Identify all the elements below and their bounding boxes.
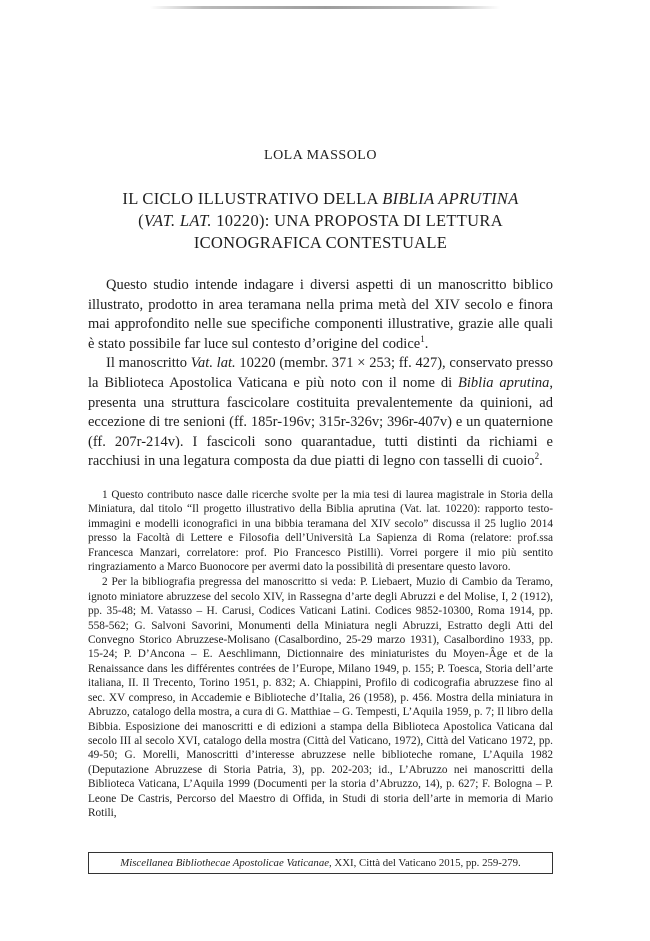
footnote-2: 2 Per la bibliografia pregressa del manoscritto si veda: P. Liebaert, Muzio di Cambio da Teramo, ignoto miniatore abruzzese del secolo XIV, in Rassegna d’arte degli Abruzzi e del Molise, I, 2 (1912), pp. 35-48; M. Vatasso – H. Carusi, Codices Vaticani Latini. Codices 9852-10300, Roma 1914, pp. 558-562; G. Salvoni Savorini, Monumenti della Miniatura negli Abruzzi, Estratto degli Atti del Convegno Storico Abruzzese-Molisano (Casalbordino, 25-29 marzo 1931), Casalbordino 1933, pp. 15-24; P. D’Ancona – E. Aeschlimann, Dictionnaire des miniaturistes du Moyen-Âge et de la Renaissance dans les différentes contrées de l’Europe, Milano 1949, p. 155; P. Toesca, Storia dell’arte italiana, II. Il Trecento, Torino 1951, p. 832; A. Chiappini, Profilo di codicografia abruzzese fino al sec. XV compreso, in Accademie e Biblioteche d’Italia, 26 (1958), p. 456. Mostra della miniatura in Abruzzo, catalogo della mostra, a cura di G. Matthiae – G. Tempesti, L’Aquila 1959, p. 7; Il libro della Bibbia. Esposizione dei manoscritti e di edizioni a stampa della Biblioteca Apostolica Vaticana dal secolo III al secolo XVI, catalogo della mostra (Città del Vaticano, 1972), Città del Vaticano 1972, pp. 49-50; G. Morelli, Manoscritti d’interesse abruzzese nelle biblioteche romane, L’Aquila 1982 (Deputazione Abruzzese di Storia Patria, 3), pp. 202-203; id., L’Abruzzo nei manoscritti della Biblioteca Vaticana, L’Aquila 1999 (Documenti per la storia d’Abruzzo, 14), p. 627; F. Bologna – P. Leone De Castris, Percorso del Maestro di Offida, in Studi di storia dell’arte in memoria di Mario Rotili, <box>88 576 553 819</box>
footnote-1: 1 Questo contributo nasce dalle ricerche svolte per la mia tesi di laurea magistrale in Storia della Miniatura, dal titolo “Il progetto illustrativo della Biblia aprutina (Vat. lat. 10220): rapporto testo-immagini e modelli iconografici in una bibbia teramana del XIV secolo” discussa il 25 luglio 2014 presso la Facoltà di Lettere e Filosofia dell’Università La Sapienza di Roma (relatore: prof.ssa Francesca Manzari, correlatore: prof. Pio Francesco Pistilli). Vorrei porgere il mio più sentito ringraziamento a Marco Buonocore per avermi dato la possibilità di presentare questo lavoro. <box>88 489 553 574</box>
paragraph-2-text-c: , presenta una struttura fascicolare costituita prevalentemente da quinioni, ad eccezione di tre senioni (ff. 185r-196v; 315r-326v; 396r-407v) e un quaternione (ff. 207r-214v). I fascicoli sono quarantadue, tutti distinti da richiami e racchiusi in una legatura composta da due piatti di legno con tasselli di cuoio <box>88 374 553 470</box>
title-line-1 <box>88 188 553 210</box>
paragraph-1-text: Questo studio intende indagare i diversi aspetti di un manoscritto biblico illustrato, prodotto in area teramana nella prima metà del XIV secolo e finora mai approfondito nelle sue specifiche componenti illustrative, grazie alle quali è stato possibile far luce sul contesto d’origine del codice <box>88 277 553 352</box>
title-line-2-text: 10220): UNA PROPOSTA DI LETTURA <box>211 211 503 230</box>
scan-artifact-line <box>150 6 500 9</box>
title-italic-biblia: BIBLIA APRUTINA <box>382 189 519 208</box>
title-italic-vat: VAT. LAT. <box>143 211 212 230</box>
citation-details: , XXI, Città del Vaticano 2015, pp. 259-279. <box>329 857 521 869</box>
paragraph-2-text-a: Il manoscritto <box>106 355 191 372</box>
footnotes <box>88 488 553 820</box>
footnote-ref-1[interactable]: 1 <box>420 333 425 344</box>
body-text <box>88 276 553 472</box>
footnote-ref-2[interactable]: 2 <box>534 451 540 462</box>
author-name: LOLA MASSOLO <box>264 148 377 163</box>
ms-common-name: Biblia aprutina <box>458 374 550 391</box>
paragraph-2-text-b: 10220 (membr. 371 × 253; ff. 427), conservato presso la Biblioteca Apostolica Vaticana e più noto con il nome di <box>88 355 553 391</box>
paragraph-1: Questo studio intende indagare i diversi aspetti di un manoscritto biblico illustrato, prodotto in area teramana nella prima metà del XIV secolo e finora mai approfondito nelle sue specifiche componenti illustrative, grazie alle quali è stato possibile far luce sul contesto d’origine del codice$^1$. <box>88 277 553 352</box>
title-line-2: (VAT. LAT. 10220): UNA PROPOSTA DI LETTURA <box>138 211 503 230</box>
title-line-3: ICONOGRAFICA CONTESTUALE <box>193 233 448 252</box>
ms-shelfmark: Vat. lat. <box>190 355 236 372</box>
citation-footer <box>88 852 553 874</box>
series-title: Miscellanea Bibliothecae Apostolicae Vaticanae <box>120 857 330 869</box>
paragraph-2: Il manoscritto Vat. lat. 10220 (membr. 371 × 253; ff. 427), conservato presso la Biblioteca Apostolica Vaticana e più noto con il nome di Biblia aprutina, presenta una struttura fascicolare costituita prevalentemente da quinioni, ad eccezione di tre senioni (ff. 185r-196v; 315r-326v; 396r-407v) e un quaternione (ff. 207r-214v). I fascicoli sono quarantadue, tutti distinti da richiami e racchiusi in una legatura composta da due piatti di legno con tasselli di cuoio$^2$. <box>88 355 553 470</box>
title-line-1-text: IL CICLO ILLUSTRATIVO DELLA <box>122 189 383 208</box>
article-title <box>88 188 553 254</box>
